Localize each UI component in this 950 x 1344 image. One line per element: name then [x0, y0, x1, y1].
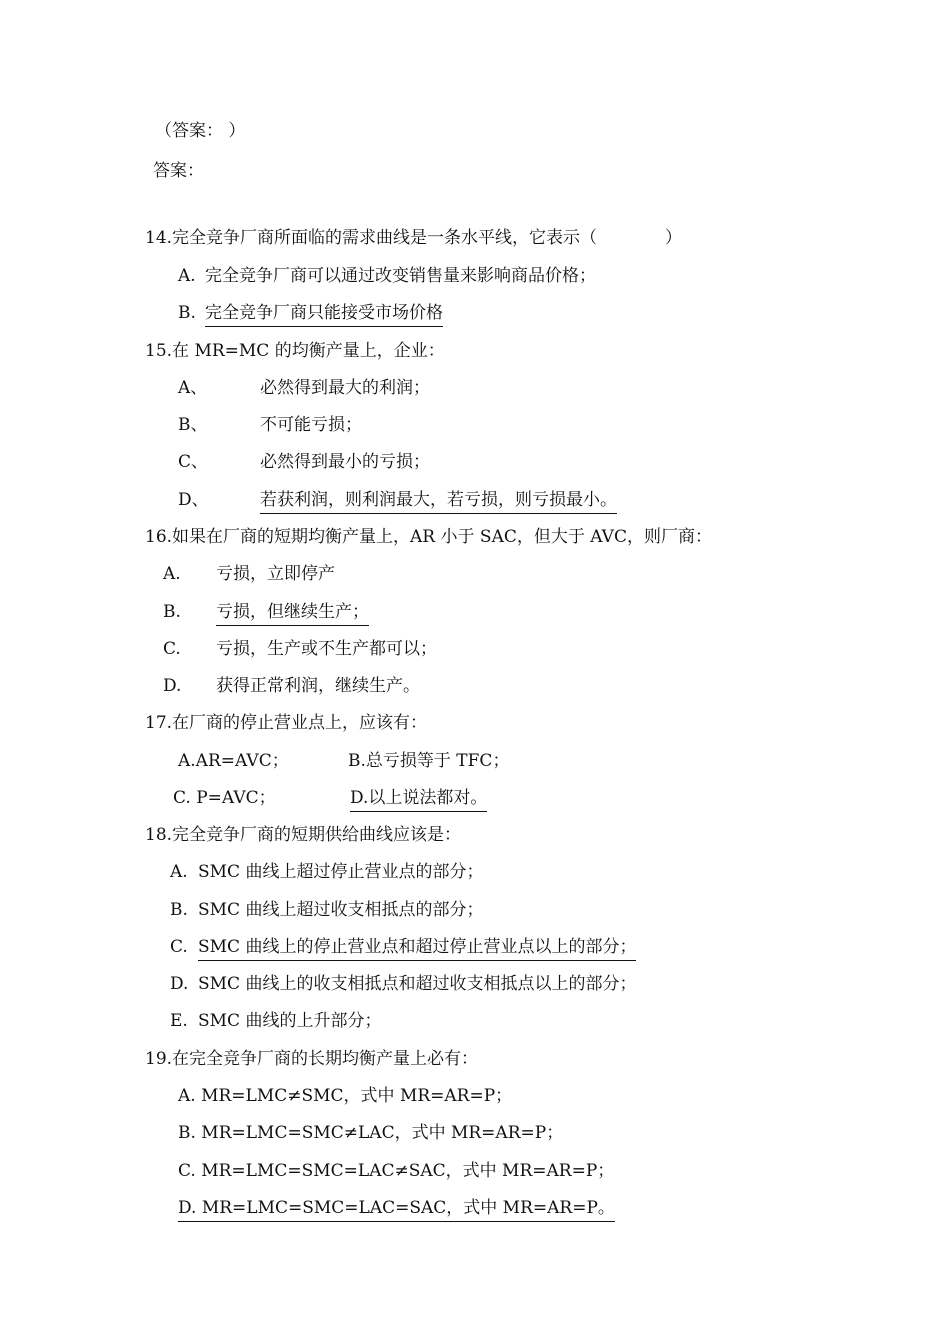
question-16-stem: 16.如果在厂商的短期均衡产量上，AR 小于 SAC，但大于 AVC，则厂商：	[145, 527, 712, 547]
q18-option-e-text: SMC 曲线的上升部分；	[198, 1011, 382, 1031]
q18-option-e-label: E.	[170, 1011, 188, 1031]
q19-option-b: B. MR=LMC=SMC≠LAC，式中 MR=AR=P；	[178, 1123, 564, 1143]
q19-option-c: C. MR=LMC=SMC=LAC≠SAC，式中 MR=AR=P；	[178, 1161, 615, 1181]
q15-option-a-text: 必然得到最大的利润；	[260, 378, 430, 398]
q15-option-d-text: 若获利润，则利润最大，若亏损，则亏损最小。	[260, 489, 617, 514]
q14-option-b-label: B.	[178, 303, 196, 323]
q14-option-b-text: 完全竞争厂商只能接受市场价格	[205, 302, 443, 327]
q19-option-d: D. MR=LMC=SMC=LAC=SAC，式中 MR=AR=P。	[178, 1197, 615, 1222]
question-17-stem: 17.在厂商的停止营业点上，应该有：	[145, 713, 428, 733]
q18-option-a-text: SMC 曲线上超过停止营业点的部分；	[198, 862, 484, 882]
q18-option-d-text: SMC 曲线上的收支相抵点和超过收支相抵点以上的部分；	[198, 974, 637, 994]
q15-option-b-label: B、	[178, 415, 208, 435]
q16-option-b-label: B.	[163, 602, 181, 622]
q15-option-c-text: 必然得到最小的亏损；	[260, 452, 430, 472]
q18-option-b-text: SMC 曲线上超过收支相抵点的部分；	[198, 900, 484, 920]
q15-option-b-text: 不可能亏损；	[260, 415, 362, 435]
q15-option-d-label: D、	[178, 490, 209, 510]
q19-option-a: A. MR=LMC≠SMC，式中 MR=AR=P；	[178, 1086, 513, 1106]
answer-paren: （答案： ）	[155, 121, 246, 141]
q17-option-b: B.总亏损等于 TFC；	[348, 751, 510, 771]
q15-option-c-label: C、	[178, 452, 209, 472]
question-18-stem: 18.完全竞争厂商的短期供给曲线应该是：	[145, 825, 462, 845]
question-15-stem: 15.在 MR=MC 的均衡产量上，企业：	[145, 341, 445, 361]
q15-option-a-label: A、	[178, 378, 208, 398]
q18-option-b-label: B.	[170, 900, 188, 920]
q18-option-a-label: A.	[170, 862, 188, 882]
q16-option-d-label: D.	[163, 676, 182, 696]
q16-option-c-label: C.	[163, 639, 181, 659]
answer-label: 答案：	[153, 161, 204, 181]
q16-option-a-text: 亏损，立即停产	[216, 564, 335, 584]
q14-option-a-text: 完全竞争厂商可以通过改变销售量来影响商品价格；	[205, 266, 596, 286]
q18-option-d-label: D.	[170, 974, 189, 994]
q17-option-d: D.以上说法都对。	[350, 787, 487, 812]
q17-option-a: A.AR=AVC；	[178, 751, 289, 771]
q14-option-a-label: A.	[178, 266, 196, 286]
q16-option-c-text: 亏损，生产或不生产都可以；	[216, 639, 437, 659]
q16-option-a-label: A.	[163, 564, 181, 584]
q16-option-b-text: 亏损，但继续生产；	[216, 601, 369, 626]
q18-option-c-text: SMC 曲线上的停止营业点和超过停止营业点以上的部分；	[198, 936, 636, 961]
q17-option-c: C. P=AVC；	[173, 788, 276, 808]
q18-option-c-label: C.	[170, 937, 188, 957]
question-14-stem: 14.完全竞争厂商所面临的需求曲线是一条水平线，它表示（ ）	[145, 228, 683, 248]
q16-option-d-text: 获得正常利润，继续生产。	[216, 676, 420, 696]
question-19-stem: 19.在完全竞争厂商的长期均衡产量上必有：	[145, 1049, 479, 1069]
